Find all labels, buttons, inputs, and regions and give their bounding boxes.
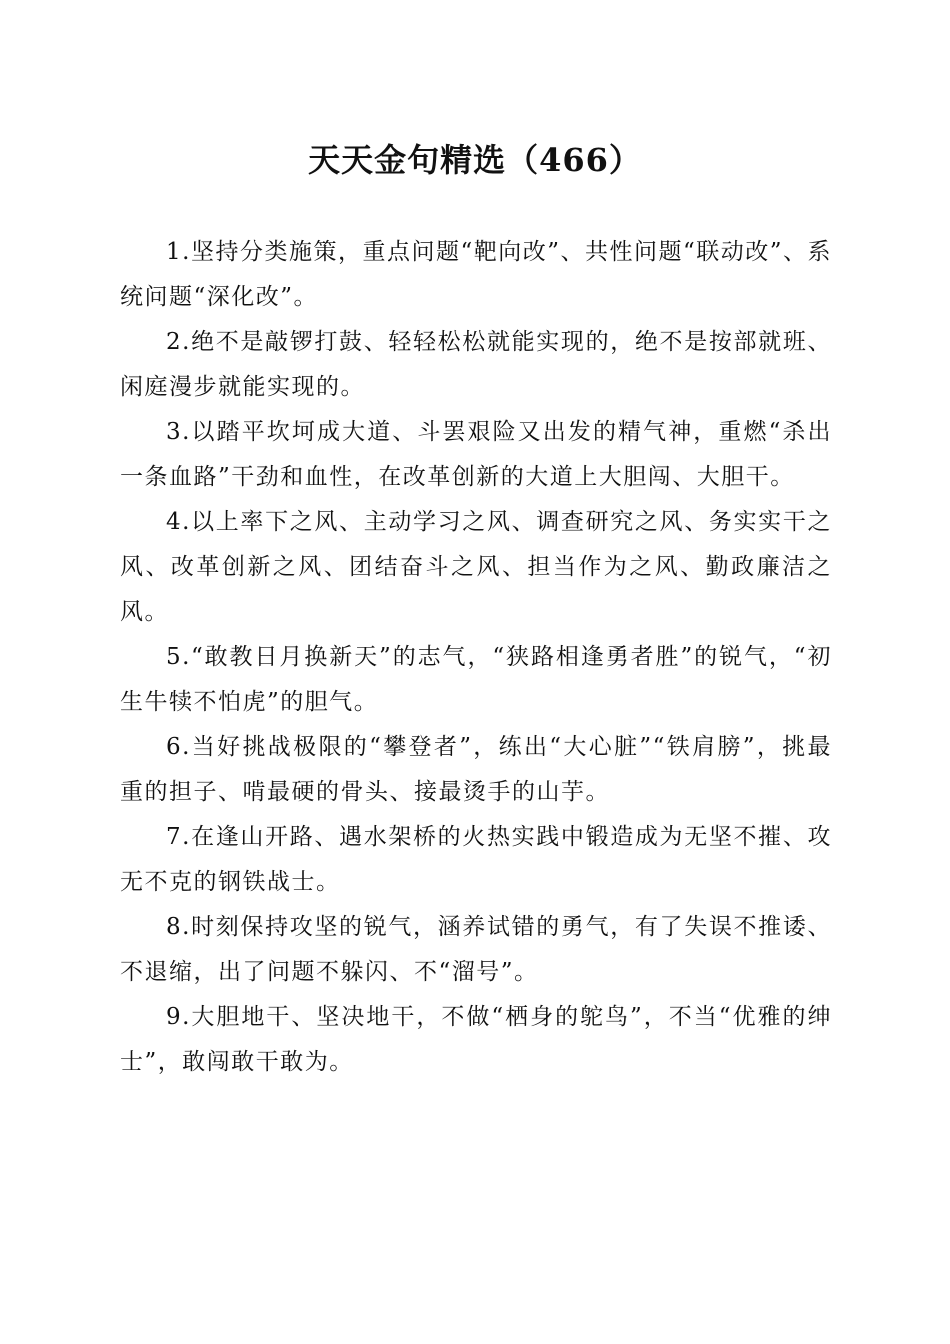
list-item: 6.当好挑战极限的“攀登者”，练出“大心脏”“铁肩膀”，挑最重的担子、啃最硬的骨头、接最烫手的山芋。	[120, 734, 832, 805]
list-item: 4.以上率下之风、主动学习之风、调查研究之风、务实实干之风、改革创新之风、团结奋斗之风、担当作为之风、勤政廉洁之风。	[120, 509, 832, 625]
document-body	[120, 230, 832, 1085]
list-item: 5.“敢教日月换新天”的志气，“狭路相逢勇者胜”的锐气，“初生牛犊不怕虎”的胆气。	[120, 644, 832, 715]
list-item: 9.大胆地干、坚决地干，不做“栖身的鸵鸟”，不当“优雅的绅士”，敢闯敢干敢为。	[120, 1004, 832, 1075]
document-title: 天天金句精选（466）	[308, 141, 642, 179]
list-item: 8.时刻保持攻坚的锐气，涵养试错的勇气，有了失误不推诿、不退缩，出了问题不躲闪、不“溜号”。	[120, 914, 832, 985]
list-item: 3.以踏平坎坷成大道、斗罢艰险又出发的精气神，重燃“杀出一条血路”干劲和血性，在改革创新的大道上大胆闯、大胆干。	[120, 419, 832, 490]
list-item: 1.坚持分类施策，重点问题“靶向改”、共性问题“联动改”、系统问题“深化改”。	[120, 239, 832, 310]
list-item: 7.在逢山开路、遇水架桥的火热实践中锻造成为无坚不摧、攻无不克的钢铁战士。	[120, 824, 832, 895]
list-item: 2.绝不是敲锣打鼓、轻轻松松就能实现的，绝不是按部就班、闲庭漫步就能实现的。	[120, 329, 832, 400]
